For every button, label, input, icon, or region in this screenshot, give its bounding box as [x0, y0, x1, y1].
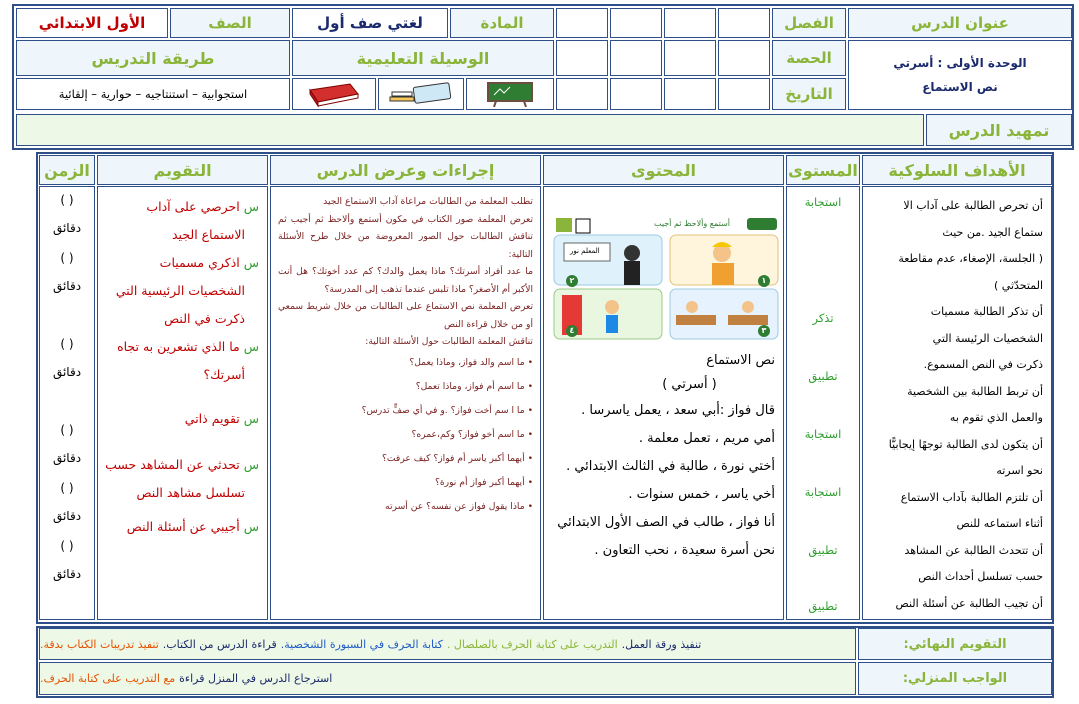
level-column [786, 186, 860, 620]
blank-cell [664, 8, 716, 38]
procedure-question: • ما ا سم أخت فواز؟ .و في أي صفٍّ تدرس؟ [271, 399, 540, 423]
goal-line: حسب تسلسل أحداث النص [918, 570, 1043, 583]
evaluation-item: س ما الذي تشعرين به تجاه أسرتك؟ [117, 339, 259, 382]
time-slot[interactable]: ( ) [60, 423, 74, 437]
lesson-title-label: عنوان الدرس [848, 8, 1072, 38]
procedure-paragraph: تعرض المعلمة نص الاستماع على الطالبات من خلال شريط سمعي أو من خلال قراءة النص [278, 301, 533, 330]
goal-line: أن تتحدث الطالبة عن المشاهد [904, 543, 1043, 557]
procedure-paragraph: تطلب المعلمة من الطالبات مراعاة آداب الاستماع الجيد [323, 196, 533, 207]
content-line: أمي مريم ، تعمل معلمة . [638, 431, 775, 446]
teaching-methods: استجوابية – استنتاجيه – حوارية – إلقائية [16, 78, 290, 110]
procedure-paragraph: تعرض المعلمة صور الكتاب في مكون أستمع وألاحظ ثم أجيب ثم تناقش الطالبات حول الصور المعروضة من خلال طرح الأسئلة التالية: [278, 213, 533, 260]
blackboard-icon [466, 78, 554, 110]
time-unit: دقائق [52, 509, 82, 523]
teaching-method-label: طريقة التدريس [16, 40, 290, 76]
level-header: المستوى [786, 155, 860, 185]
content-line: قال فواز :أبي سعد ، يعمل ياسرسا . [581, 403, 775, 418]
procedure-question: • ما اسم أخو فواز؟ وكم،عمره؟ [271, 423, 540, 447]
blank-cell [718, 78, 770, 110]
time-unit: دقائق [52, 451, 82, 465]
blank-cell [556, 8, 608, 38]
procedure-question: • أيهما أكبر فواز أم نورة؟ [271, 471, 540, 495]
goals-column [862, 186, 1052, 620]
time-unit: دقائق [52, 279, 82, 293]
procedures-column [270, 186, 541, 620]
time-unit: دقائق [52, 365, 82, 379]
goal-line: أن تربط الطالبة بين الشخصية [907, 384, 1043, 398]
blank-cell [556, 78, 608, 110]
time-column [39, 186, 95, 620]
level-item: تذكر [812, 311, 834, 325]
blank-cell [610, 40, 662, 76]
evaluation-header: التقويم [97, 155, 268, 185]
level-item: استجابة [804, 427, 842, 441]
content-line: أنا فواز ، طالب في الصف الأول الابتدائي [557, 515, 775, 530]
procedure-question: • ما اسم والد فواز، وماذا يعمل؟ [271, 351, 540, 375]
evaluation-item: س تقويم ذاتي [184, 411, 259, 426]
time-slot[interactable]: ( ) [60, 193, 74, 207]
procedures-header: إجراءات وعرض الدرس [270, 155, 541, 185]
illustration-caption: المعلم نور [570, 247, 600, 255]
content-subtitle: ( أسرتي ) [662, 377, 717, 392]
evaluation-item: س تحدثي عن المشاهد حسب تسلسل مشاهد النص [105, 457, 259, 500]
scene-images [552, 215, 780, 343]
date-label: التاريخ [772, 78, 846, 110]
goals-header: الأهداف السلوكية [862, 155, 1052, 185]
listening-illustration [552, 215, 780, 343]
time-slot[interactable]: ( ) [60, 539, 74, 553]
procedure-question: • أيهما أكبر ياسر أم فواز؟ كيف عرفت؟ [271, 447, 540, 471]
evaluation-item: س أجيبي عن أسئلة النص [126, 519, 259, 534]
evaluation-item: س اذكري مسميات الشخصيات الرئيسية التي ذكرت في النص [115, 255, 259, 326]
level-item: تطبيق [808, 369, 838, 383]
time-header: الزمن [39, 155, 95, 185]
goal-line: ( الجلسة، الإصغاء، عدم مقاطعة [898, 252, 1043, 265]
final-evaluation-label: التقويم النهائي: [858, 628, 1052, 660]
blank-cell [718, 40, 770, 76]
term-label: الفصل [772, 8, 846, 38]
time-slot[interactable]: ( ) [60, 337, 74, 351]
evaluation-column [97, 186, 268, 620]
time-slot[interactable]: ( ) [60, 481, 74, 495]
subject-label: المادة [450, 8, 554, 38]
share-label: الحصة [772, 40, 846, 76]
level-item: استجابة [804, 195, 842, 209]
time-slot[interactable]: ( ) [60, 251, 74, 265]
content-header: المحتوى [543, 155, 784, 185]
goal-line: نحو اسرته [996, 464, 1043, 477]
level-item: تطبيق [808, 543, 838, 557]
content-title: نص الاستماع [706, 353, 775, 368]
time-unit: دقائق [52, 221, 82, 235]
content-line: أختي نورة ، طالبة في الثالث الابتدائي . [566, 459, 775, 474]
blank-cell [664, 40, 716, 76]
scene-number: ٣ [758, 325, 770, 337]
goal-line: والعمل الذي تقوم به [949, 411, 1043, 424]
lesson-unit-topic: الوحدة الأولى : أسرتي نص الاستماع [848, 40, 1072, 110]
goal-line: أثناء استماعه للنص [956, 517, 1043, 530]
blank-cell [556, 40, 608, 76]
homework-label: الواجب المنزلي: [858, 662, 1052, 695]
procedure-paragraph: تناقش المعلمة الطالبات حول الأسئلة التالية: [365, 336, 533, 347]
procedure-question: • ماذا يقول فواز عن نفسه؟ عن أسرته [271, 495, 540, 519]
content-column [543, 186, 784, 620]
content-line: نحن أسرة سعيدة ، نحب التعاون . [594, 543, 775, 558]
homework-text: استرجاع الدرس في المنزل قراءة مع التدريب على كتابة الحرف. [39, 662, 856, 695]
blank-cell [610, 78, 662, 110]
time-unit: دقائق [52, 567, 82, 581]
goal-line: المتحدّثي ) [994, 278, 1043, 292]
level-item: تطبيق [808, 599, 838, 613]
goal-line: ذكرت في النص المسموع. [923, 358, 1043, 371]
lesson-intro-field[interactable] [16, 114, 924, 146]
evaluation-item: س احرصي على آداب الاستماع الجيد [146, 199, 259, 242]
scene-number: ٢ [566, 275, 578, 287]
goal-line: أن تذكر الطالبة مسميات [930, 305, 1043, 318]
content-line: أخي ياسر ، خمس سنوات . [628, 487, 775, 502]
lesson-intro-label: تمهيد الدرس [926, 114, 1072, 146]
blank-cell [664, 78, 716, 110]
illustration-title: أستمع وألاحظ ثم أجيب [653, 219, 730, 228]
teaching-aid-label: الوسيلة التعليمية [292, 40, 554, 76]
scene-number: ٤ [566, 325, 578, 337]
goal-line: أن يتكون لدى الطالبة توجهًا إيجابيًّا [888, 437, 1043, 451]
blank-cell [610, 8, 662, 38]
grade-label: الصف [170, 8, 290, 38]
book-icon [292, 78, 376, 110]
final-evaluation-text: تنفيذ ورقة العمل. التدريب على كتابة الحرف بالصلصال . كتابة الحرف في السبورة الشخصية. قراءة الدرس من الكتاب. تنفيذ تدريبات الكتاب بدقة. [39, 628, 856, 660]
eraser-chalk-icon [378, 78, 464, 110]
procedure-paragraph: ما عدد أفراد أسرتك؟ ماذا يعمل والدك؟ كم عدد أخوتك؟ هل أنت الأكبر أم الأصغر؟ ماذا تلبس عندما تذهب إلى المدرسة؟ [278, 266, 533, 295]
procedure-question: • ما اسم أم فواز، وماذا تعمل؟ [271, 375, 540, 399]
goal-line: أن تلتزم الطالبة بآداب الاستماع [900, 490, 1043, 504]
grade-value: الأول الابتدائي [16, 8, 168, 38]
scene-number: ١ [758, 275, 770, 287]
blank-cell [718, 8, 770, 38]
goal-line: أن تحرص الطالبة على آداب الا [903, 199, 1043, 212]
listening-text [544, 349, 783, 565]
subject-value: لغتي صف أول [292, 8, 448, 38]
goal-line: الشخصيات الرئيسة التي [932, 331, 1043, 345]
goal-line: ستماع الجيد .من حيث [942, 225, 1043, 239]
goal-line: أن تجيب الطالبة عن أسئلة النص [895, 596, 1043, 610]
level-item: استجابة [804, 485, 842, 499]
